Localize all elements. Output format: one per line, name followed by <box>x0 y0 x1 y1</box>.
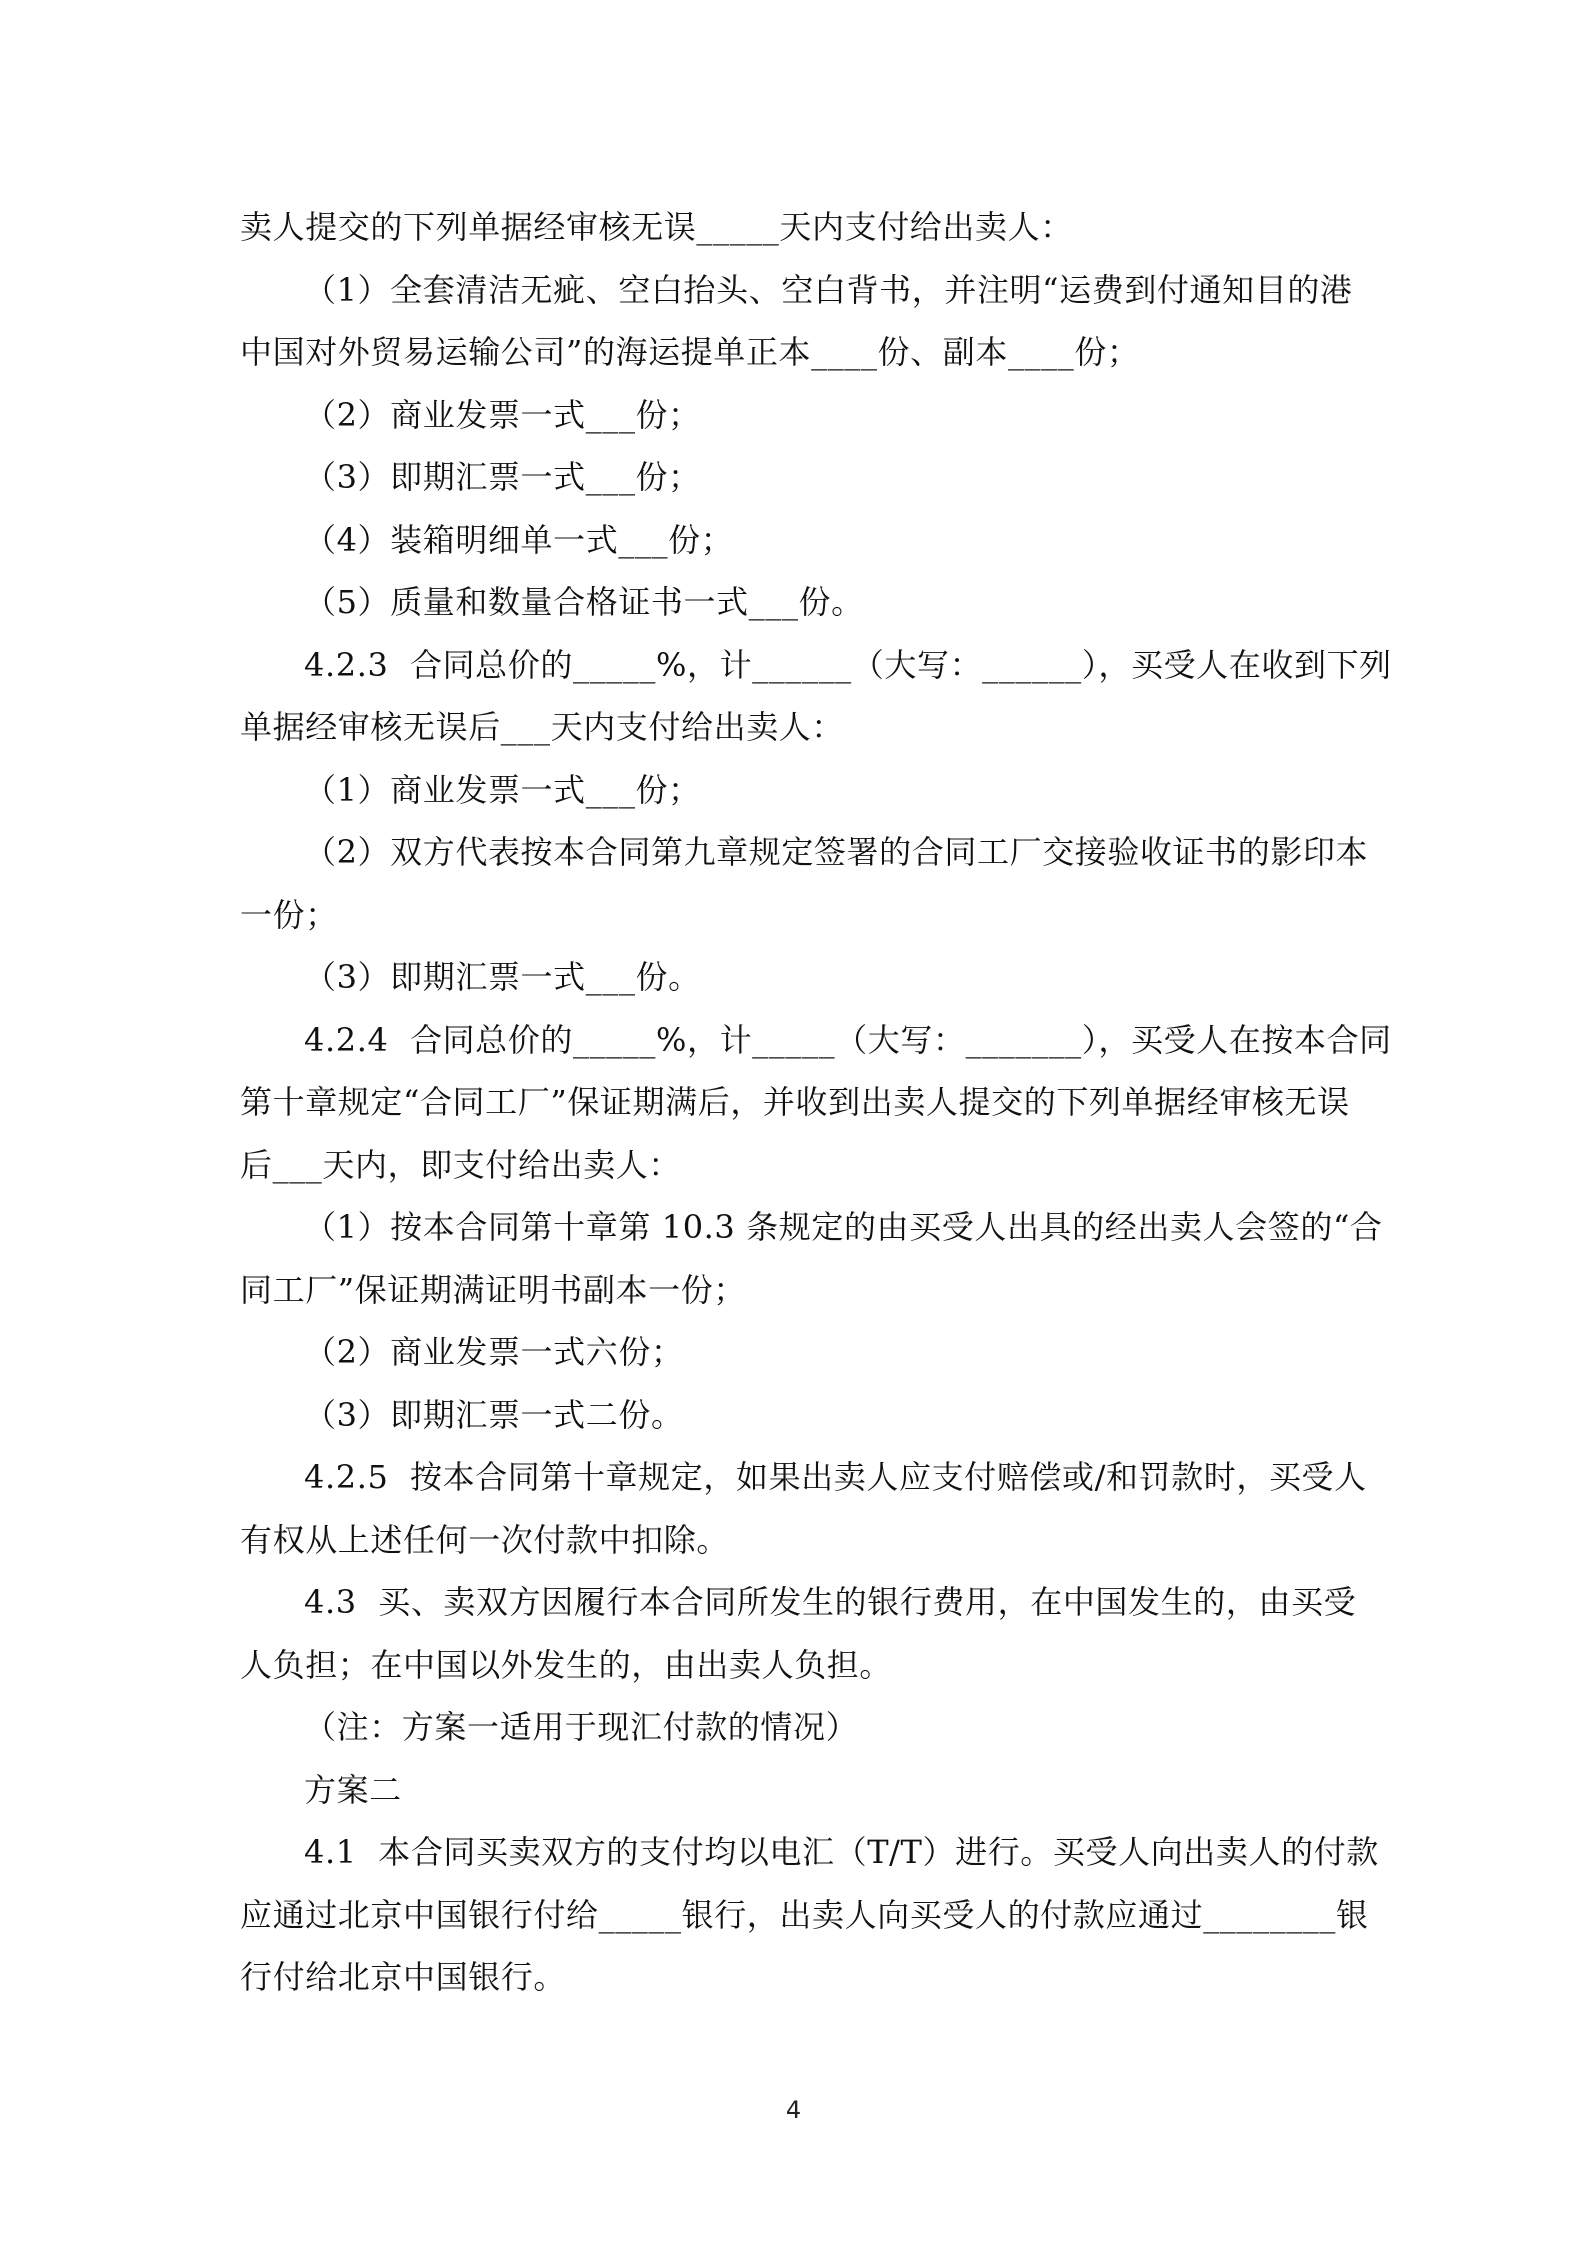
text-line: 4.2.4 合同总价的_____%，计_____（大写：_______），买受人在按本合同 <box>304 1020 1392 1059</box>
text-line: 应通过北京中国银行付给_____银行，出卖人向买受人的付款应通过________银 <box>240 1895 1369 1934</box>
text-line: （4）装箱明细单一式___份； <box>304 520 734 559</box>
text-line: 卖人提交的下列单据经审核无误_____天内支付给出卖人： <box>240 208 1073 246</box>
text-line: 行付给北京中国银行。 <box>240 1958 567 1996</box>
text-line: 4.1 本合同买卖双方的支付均以电汇（T/T）进行。买受人向出卖人的付款 <box>304 1833 1379 1871</box>
text-line: 单据经审核无误后___天内支付给出卖人： <box>240 708 845 746</box>
text-line: （注：方案一适用于现汇付款的情况） <box>304 1708 859 1746</box>
text-line: 同工厂”保证期满证明书副本一份； <box>240 1270 746 1309</box>
text-line: （3）即期汇票一式___份； <box>304 458 701 496</box>
text-line: 有权从上述任何一次付款中扣除。 <box>240 1520 730 1559</box>
contract-body <box>240 196 1392 2009</box>
text-line: 4.2.5 按本合同第十章规定，如果出卖人应支付赔偿或/和罚款时，买受人 <box>304 1458 1367 1496</box>
text-line: （2）商业发票一式六份； <box>304 1333 684 1371</box>
text-line: （2）商业发票一式___份； <box>304 395 701 434</box>
text-line: （1）按本合同第十章第 10.3 条规定的由买受人出具的经出卖人会签的“合 <box>304 1208 1383 1246</box>
page-number: 4 <box>785 2096 802 2124</box>
text-line: 4.3 买、卖双方因履行本合同所发生的银行费用，在中国发生的，由买受 <box>304 1583 1357 1621</box>
text-line: （3）即期汇票一式___份。 <box>304 958 701 996</box>
text-line: 第十章规定“合同工厂”保证期满后，并收到出卖人提交的下列单据经审核无误 <box>240 1083 1350 1121</box>
text-line: （1）商业发票一式___份； <box>304 770 701 809</box>
text-line: （2）双方代表按本合同第九章规定签署的合同工厂交接验收证书的影印本 <box>304 833 1369 871</box>
text-line: 一份； <box>240 895 338 934</box>
text-line: 后___天内，即支付给出卖人： <box>240 1145 682 1184</box>
text-line: 4.2.3 合同总价的_____%，计______（大写：______），买受人在收到下列 <box>304 645 1392 684</box>
text-line: （3）即期汇票一式二份。 <box>304 1395 684 1434</box>
text-line: （5）质量和数量合格证书一式___份。 <box>304 583 864 621</box>
text-line: 方案二 <box>304 1770 402 1809</box>
text-line: 人负担；在中国以外发生的，由出卖人负担。 <box>240 1645 893 1684</box>
text-line: （1）全套清洁无疵、空白抬头、空白背书，并注明“运费到付通知目的港 <box>304 270 1353 309</box>
text-line: 中国对外贸易运输公司”的海运提单正本____份、副本____份； <box>240 333 1140 371</box>
